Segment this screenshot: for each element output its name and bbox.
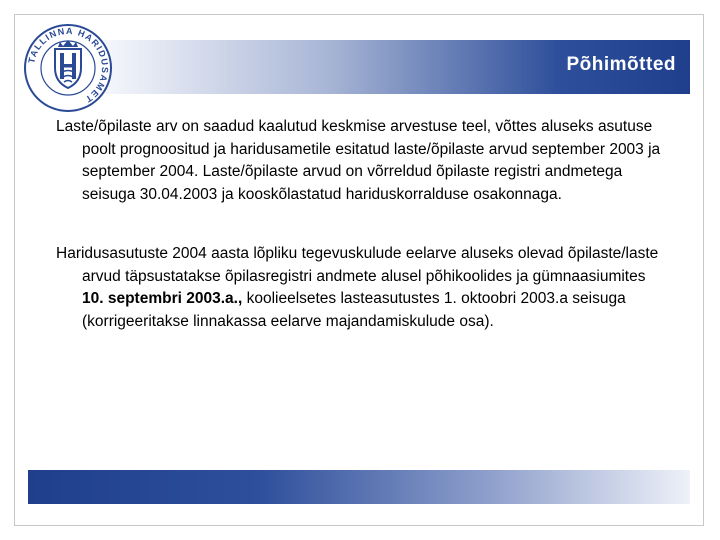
paragraph-2 (56, 243, 666, 333)
footer-band (28, 470, 690, 504)
page-title: Põhimõtted (566, 54, 676, 75)
paragraph-2-part-1: Haridusasutuste 2004 aasta lõpliku tegevuskulude eelarve aluseks olevad õpilaste/laste arvud täpsustatakse õpilasregistri andmete alusel põhikoolides ja gümnaasiumites (56, 245, 659, 285)
logo-ring-text: TALLINNA HARIDUSAMET (26, 25, 111, 105)
paragraph-1: Laste/õpilaste arv on saadud kaalutud keskmise arvestuse teel, võttes aluseks asutuse poolt prognoositud ja haridusametile esitatud laste/õpilaste arvud september 2003 ja september 2004. Laste/õpilaste arvud on võrreldud õpilaste registri andmetega seisuga 30.04.2003 ja kooskõlastatud hariduskorralduse osakonnaga. (56, 118, 661, 203)
body-text (56, 116, 666, 333)
paragraph-2-bold-date: 10. septembri 2003.a., (82, 290, 243, 307)
logo (22, 22, 114, 114)
paragraph-2-part-2: koolieelsetes lasteasutustes 1. oktoobri 2003.a seisuga (korrigeeritakse linnakassa eelarve majandamiskulude osa). (82, 290, 626, 330)
coat-of-arms-icon (22, 22, 114, 114)
